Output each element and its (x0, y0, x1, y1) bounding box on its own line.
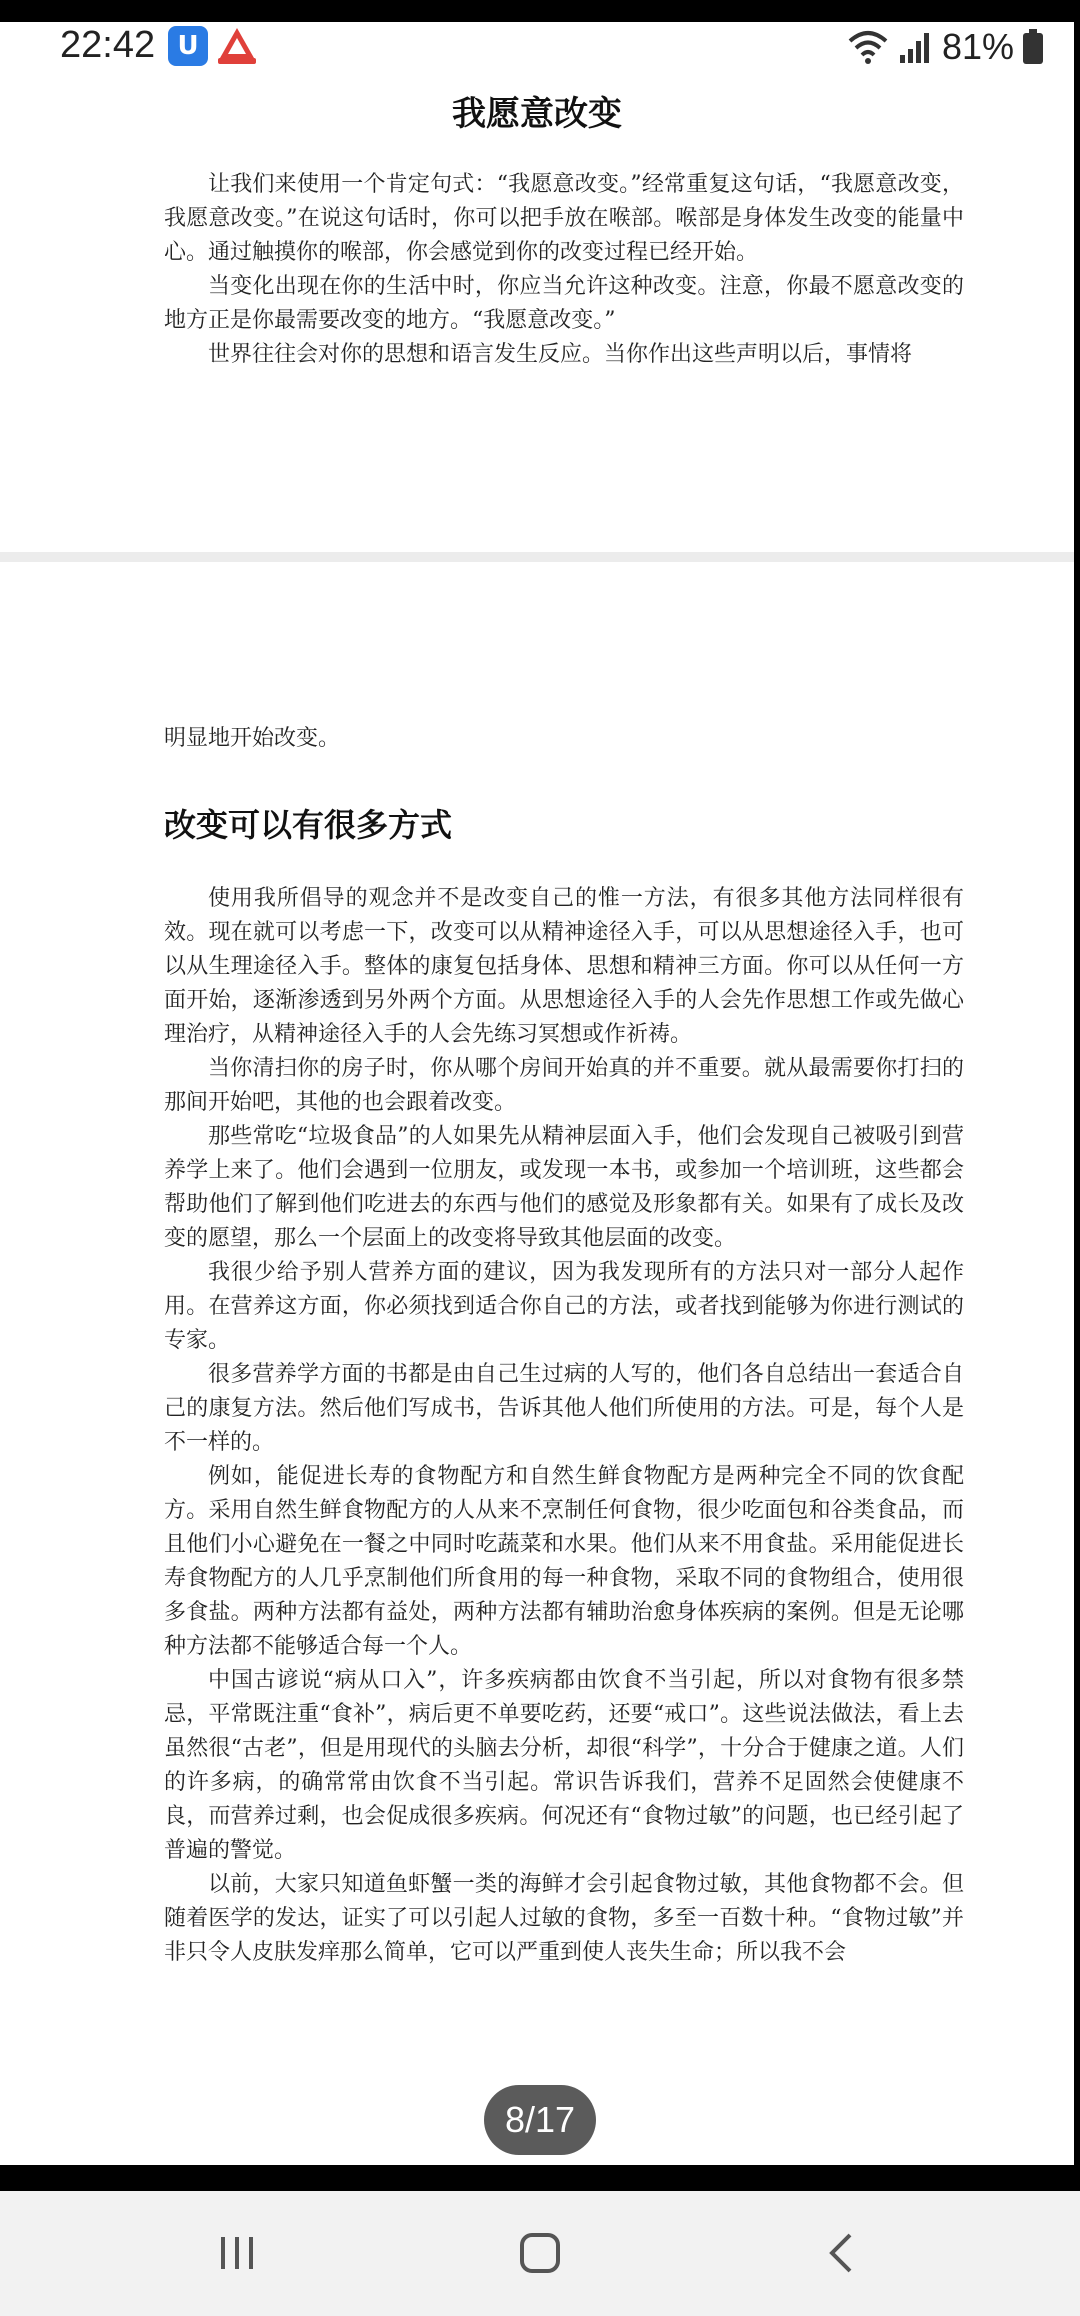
bottom-black-band (0, 2165, 1080, 2191)
paragraph: 世界往往会对你的思想和语言发生反应。当你作出这些声明以后，事情将 (208, 342, 913, 367)
app-notification-label: U (177, 31, 199, 61)
paragraph: 使用我所倡导的观念并不是改变自己的惟一方法，有很多其他方法同样很有效。现在就可以考虑一下，改变可以从精神途径入手，可以从思想途径入手，也可以从生理途径入手。整体的康复包括身体、思想和精神三方面。你可以从任何一方面开始，逐渐渗透到另外两个方面。从思想途径入手的人会先作思想工作或先做心理治疗，从精神途径入手的人会先练习冥想或作祈祷。 (164, 886, 964, 1047)
recent-apps-icon (215, 2231, 259, 2275)
navigation-bar (0, 2191, 1080, 2316)
top-black-band (0, 0, 1080, 22)
wifi-icon (846, 27, 890, 67)
recent-apps-button[interactable] (197, 2213, 277, 2293)
battery-icon (1022, 29, 1044, 65)
signal-icon (898, 27, 934, 67)
paragraph: 我很少给予别人营养方面的建议，因为我发现所有的方法只对一部分人起作用。在营养这方面，你必须找到适合你自己的方法，或者找到能够为你进行测试的专家。 (164, 1260, 964, 1353)
reader-page-upper[interactable] (0, 86, 1074, 552)
paragraph: 中国古谚说“病从口入”，许多疾病都由饮食不当引起，所以对食物有很多禁忌，平常既注重“食补”，病后更不单要吃药，还要“戒口”。这些说法做法，看上去虽然很“古老”，但是用现代的头脑去分析，却很“科学”，十分合于健康之道。人们的许多病，的确常常由饮食不当引起。常识告诉我们，营养不足固然会使健康不良，而营养过剩，也会促成很多疾病。何况还有“食物过敏”的问题，也已经引起了普遍的警觉。 (164, 1668, 964, 1863)
paragraph: 以前，大家只知道鱼虾蟹一类的海鲜才会引起食物过敏，其他食物都不会。但随着医学的发达，证实了可以引起人过敏的食物，多至一百数十种。“食物过敏”并非只令人皮肤发痒那么简单，它可以严重到使人丧失生命；所以我不会 (164, 1872, 964, 1965)
page-divider (0, 552, 1074, 562)
home-button[interactable] (500, 2213, 580, 2293)
page-indicator: 8/17 (484, 2085, 596, 2155)
battery-percent: 81% (941, 26, 1014, 67)
paragraph: 例如，能促进长寿的食物配方和自然生鲜食物配方是两种完全不同的饮食配方。采用自然生鲜食物配方的人从来不烹制任何食物，很少吃面包和谷类食品，而且他们小心避免在一餐之中同时吃蔬菜和水果。他们从来不用食盐。采用能促进长寿食物配方的人几乎烹制他们所食用的每一种食物，采取不同的食物组合，使用很多食盐。两种方法都有益处，两种方法都有辅助治愈身体疾病的案例。但是无论哪种方法都不能够适合每一个人。 (164, 1464, 964, 1659)
paragraph: 那些常吃“垃圾食品”的人如果先从精神层面入手，他们会发现自己被吸引到营养学上来了。他们会遇到一位朋友，或发现一本书，或参加一个培训班，这些都会帮助他们了解到他们吃进去的东西与他们的感觉及形象都有关。如果有了成长及改变的愿望，那么一个层面上的改变将导致其他层面的改变。 (164, 1124, 964, 1251)
page2-text (164, 882, 964, 1970)
chapter-title: 我愿意改变 (452, 94, 622, 134)
continuation-text: 明显地开始改变。 (164, 726, 341, 751)
home-icon (518, 2231, 562, 2275)
page1-text (164, 168, 964, 372)
status-bar (0, 22, 1080, 86)
right-edge-bar (1074, 22, 1080, 2165)
back-button[interactable] (802, 2213, 882, 2293)
paragraph: 很多营养学方面的书都是由自己生过病的人写的，他们各自总结出一套适合自己的康复方法。然后他们写成书，告诉其他人他们所使用的方法。可是，每个人是不一样的。 (164, 1362, 964, 1455)
status-right-group (846, 22, 1044, 72)
section-heading: 改变可以有很多方式 (164, 806, 453, 844)
reader-page-lower[interactable] (0, 562, 1074, 2165)
app-notification-icon-2 (214, 24, 260, 68)
paragraph: 让我们来使用一个肯定句式：“我愿意改变。”经常重复这句话，“我愿意改变，我愿意改变。”在说这句话时，你可以把手放在喉部。喉部是身体发生改变的能量中心。通过触摸你的喉部，你会感觉到你的改变过程已经开始。 (164, 172, 964, 265)
paragraph: 当你清扫你的房子时，你从哪个房间开始真的并不重要。就从最需要你打扫的那间开始吧，其他的也会跟着改变。 (164, 1056, 964, 1115)
back-icon (820, 2231, 864, 2275)
paragraph: 当变化出现在你的生活中时，你应当允许这种改变。注意，你最不愿意改变的地方正是你最需要改变的地方。“我愿意改变。” (164, 274, 964, 333)
status-time: 22:42 (60, 24, 156, 66)
app-notification-icon (168, 26, 208, 66)
page2-continuation (164, 722, 964, 756)
